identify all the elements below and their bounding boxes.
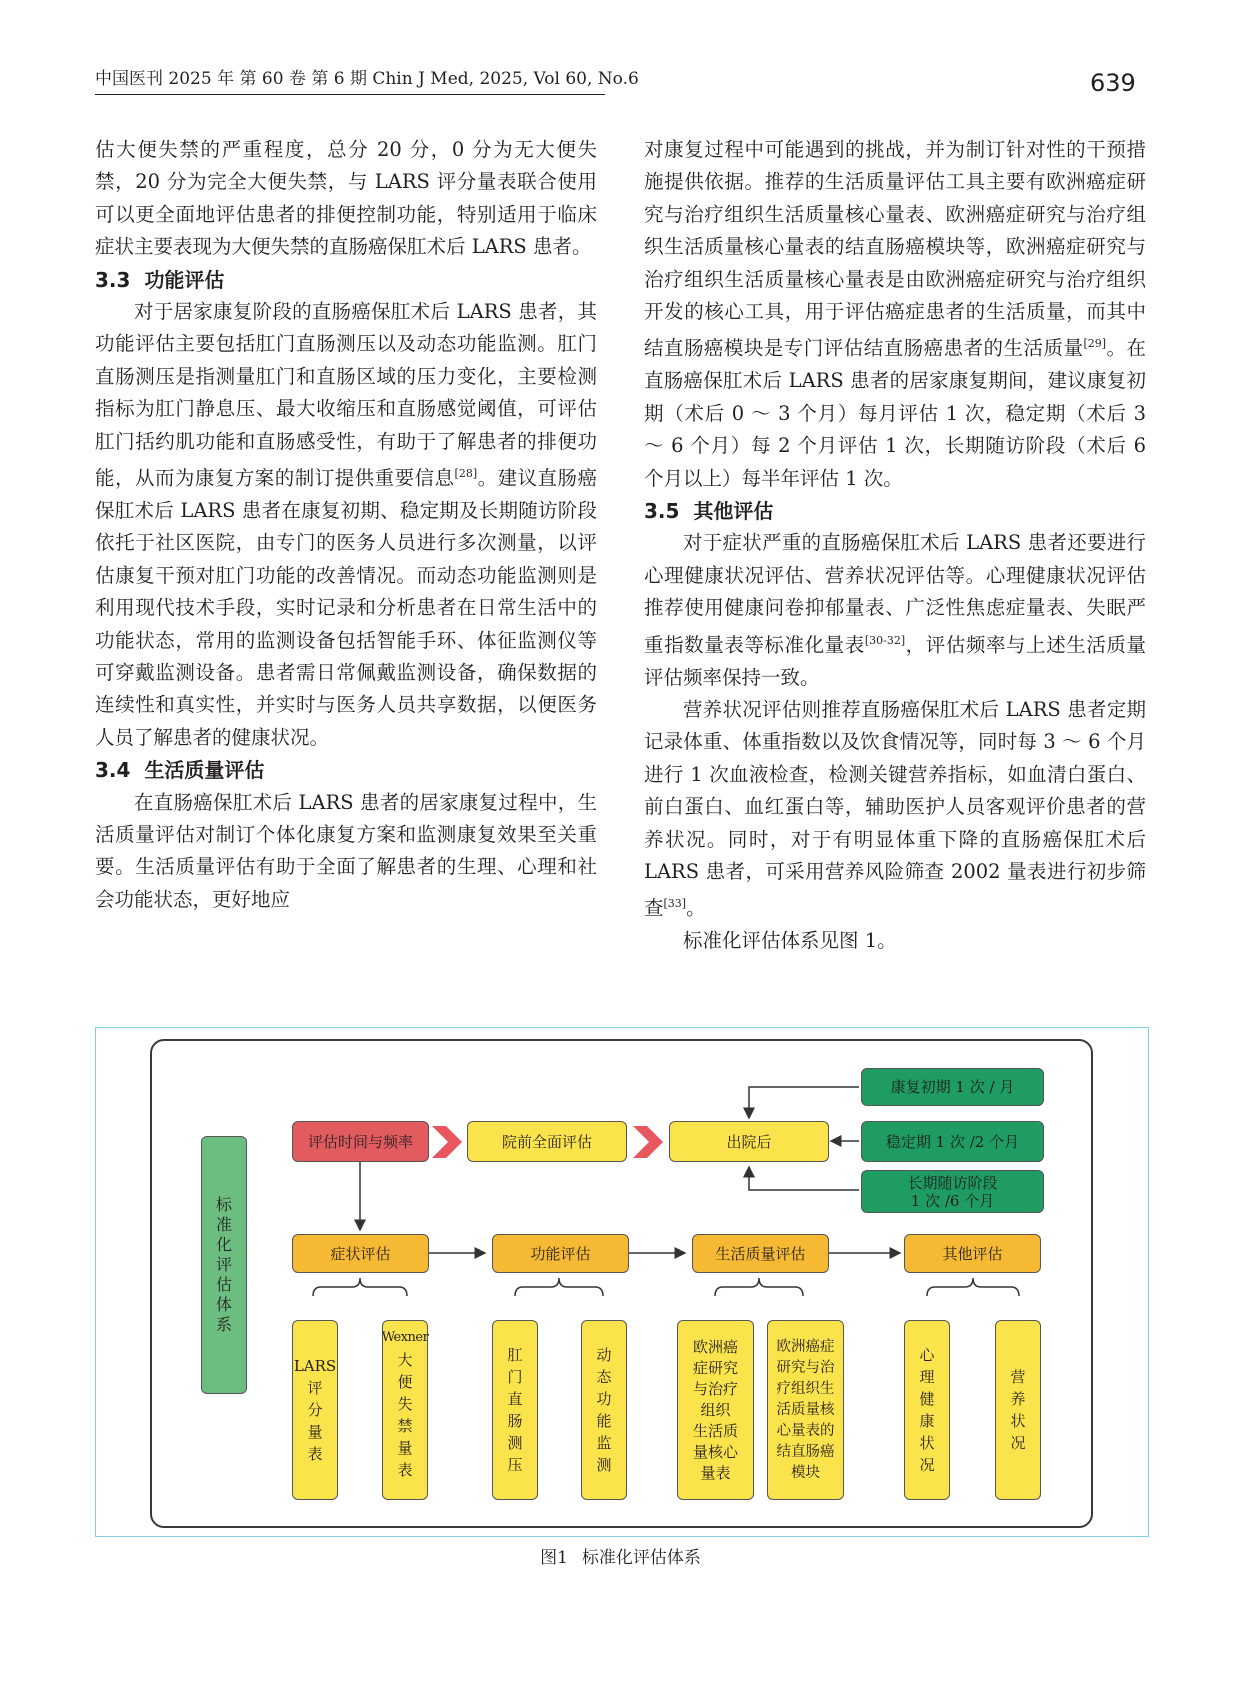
page-number: 639: [1090, 69, 1136, 97]
node-initial-recovery: 康复初期 1 次 / 月: [861, 1068, 1044, 1106]
paragraph: 在直肠癌保肛术后 LARS 患者的居家康复过程中，生活质量评估对制订个体化康复方案和监测康复效果至关重要。生活质量评估有助于全面了解患者的生理、心理和社会功能状态，更好地应: [95, 790, 597, 911]
leaf-anorectal-manometry: 肛 门 直 肠 测 压: [492, 1320, 538, 1500]
paragraph: 对于居家康复阶段的直肠癌保肛术后 LARS 患者，其功能评估主要包括肛门直肠测压以及动态功能监测。肛门直肠测压是指测量肛门和直肠区域的压力变化，主要检测指标为肛门静息压、最大收缩压和直肠感觉阈值，可评估肛门括约肌功能和直肠感受性，有助于了解患者的排便功能，从而为康复方案的制订提供重要信息[28]。建议直肠癌保肛术后 LARS 患者在康复初期、稳定期及长期随访阶段依托于社区医院，由专门的医务人员进行多次测量，以评估康复干预对肛门功能的改善情况。而动态功能监测则是利用现代技术手段，实时记录和分析患者在日常生活中的功能状态，常用的监测设备包括智能手环、体征监测仪等可穿戴监测设备。患者需日常佩戴监测设备，确保数据的连续性和真实性，并实时与医务人员共享数据，以便医务人员了解患者的健康状况。: [95, 300, 597, 749]
paragraph: 对康复过程中可能遇到的挑战，并为制订针对性的干预措施提供依据。推荐的生活质量评估工具主要有欧洲癌症研究与治疗组织生活质量核心量表、欧洲癌症研究与治疗组织生活质量核心量表的结直肠癌模块等，欧洲癌症研究与治疗组织生活质量核心量表是由欧洲癌症研究与治疗组织开发的核心工具，用于评估癌症患者的生活质量，而其中结直肠癌模块是专门评估结直肠癌患者的生活质量[29]。在直肠癌保肛术后 LARS 患者的居家康复期间，建议康复初期（术后 0 ～ 3 个月）每月评估 1 次，稳定期（术后 3 ～ 6 个月）每 2 个月评估 1 次，长期随访阶段（术后 6 个月以上）每半年评估 1 次。: [644, 138, 1146, 490]
node-eval-time-frequency: 评估时间与频率: [292, 1121, 429, 1162]
citation: [33]: [663, 897, 687, 911]
citation: [30-32]: [864, 633, 906, 647]
node-after-discharge: 出院后: [669, 1121, 829, 1162]
side-label-standardized-system: 标 准 化 评 估 体 系: [201, 1136, 247, 1394]
leaf-lars-scale: LARS 评 分 量 表: [292, 1320, 338, 1500]
section-heading: 3.4 生活质量评估: [95, 758, 265, 783]
paragraph: 估大便失禁的严重程度，总分 20 分，0 分为无大便失禁，20 分为完全大便失禁，与 LARS 评分量表联合使用可以更全面地评估患者的排便控制功能，特别适用于临床症状主要表现为大便失禁的直肠癌保肛术后 LARS 患者。: [95, 138, 597, 259]
running-header: 中国医刊 2025 年 第 60 卷 第 6 期 Chin J Med, 2025, Vol 60, No.6: [95, 68, 605, 95]
section-heading: 3.5 其他评估: [644, 498, 774, 523]
node-function-eval: 功能评估: [492, 1234, 629, 1273]
paragraph: 对于症状严重的直肠癌保肛术后 LARS 患者还要进行心理健康状况评估、营养状况评估等。心理健康状况评估推荐使用健康问卷抑郁量表、广泛性焦虑症量表、失眠严重指数量表等标准化量表[30-32]，评估频率与上述生活质量评估频率保持一致。: [644, 531, 1146, 689]
figure-caption: 图1 标准化评估体系: [540, 1548, 701, 1568]
leaf-mental-health: 心 理 健 康 状 况: [904, 1320, 950, 1500]
left-column: [95, 134, 597, 916]
node-symptom-eval: 症状评估: [292, 1234, 429, 1273]
citation: [29]: [1083, 337, 1107, 351]
leaf-eortc-colorectal: 欧洲癌症 研究与治 疗组织生 活质量核 心量表的 结直肠癌 模块: [767, 1320, 844, 1500]
citation: [28]: [454, 467, 478, 481]
leaf-eortc-core: 欧洲癌 症研究 与治疗 组织 生活质 量核心 量表: [677, 1320, 754, 1500]
node-pre-discharge: 院前全面评估: [467, 1121, 627, 1162]
node-other-eval: 其他评估: [904, 1234, 1041, 1273]
paragraph: 营养状况评估则推荐直肠癌保肛术后 LARS 患者定期记录体重、体重指数以及饮食情况等，同时每 3 ～ 6 个月进行 1 次血液检查，检测关键营养指标，如血清白蛋白、前白蛋白、血红蛋白等，辅助医护人员客观评价患者的营养状况。同时，对于有明显体重下降的直肠癌保肛术后 LARS 患者，可采用营养风险筛查 2002 量表进行初步筛查[33]。: [644, 697, 1146, 920]
node-long-term-followup: 长期随访阶段 1 次 /6 个月: [861, 1170, 1044, 1213]
node-stable-phase: 稳定期 1 次 /2 个月: [861, 1121, 1044, 1162]
leaf-nutrition: 营 养 状 况: [995, 1320, 1041, 1500]
node-qol-eval: 生活质量评估: [692, 1234, 829, 1273]
right-column: [644, 134, 1146, 958]
paragraph: 标准化评估体系见图 1。: [683, 929, 897, 953]
leaf-dynamic-monitoring: 动 态 功 能 监 测: [581, 1320, 627, 1500]
section-heading: 3.3 功能评估: [95, 267, 225, 292]
leaf-wexner-scale: Wexner 大 便 失 禁 量 表: [382, 1320, 428, 1500]
